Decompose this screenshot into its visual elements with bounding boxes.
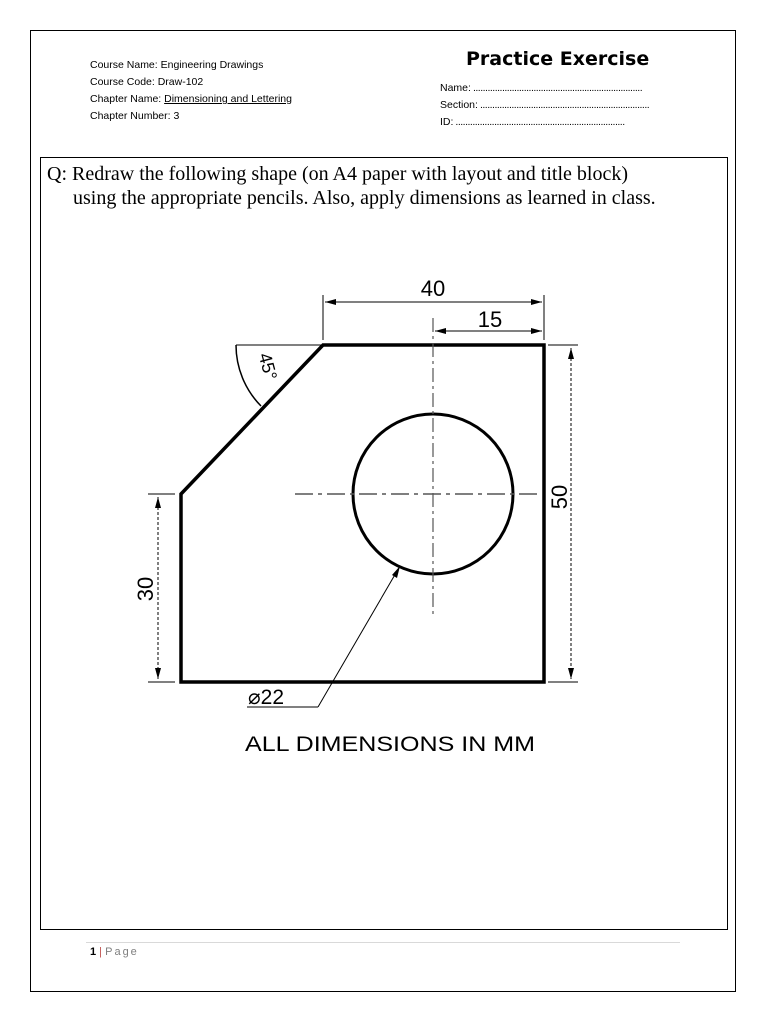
course-name: Engineering Drawings <box>160 59 264 71</box>
course-name-label: Course Name: <box>90 59 161 71</box>
units-note: ALL DIMENSIONS IN MM <box>245 733 535 756</box>
question-line2: using the appropriate pencils. Also, apply dimensions as learned in class. <box>73 187 656 209</box>
course-info <box>90 57 292 125</box>
page-word: Page <box>105 946 139 958</box>
technical-drawing <box>110 265 660 760</box>
arrow-30-top <box>155 497 161 508</box>
footer-divider <box>86 942 680 943</box>
page-title: Practice Exercise <box>466 48 650 70</box>
chapter-name-row <box>90 91 292 108</box>
section-blank: ...................................................................... <box>479 99 650 111</box>
dim-text-50: 50 <box>547 484 572 510</box>
question-prefix: Q: <box>47 163 67 185</box>
arrow-40-right <box>531 299 542 305</box>
chapter-number: 3 <box>173 110 180 122</box>
arrow-50-bottom <box>568 668 574 679</box>
id-blank: ...................................................................... <box>455 116 625 128</box>
dim-text-diameter: ⌀22 <box>248 686 285 709</box>
name-field <box>440 80 680 97</box>
chapter-name-label: Chapter Name: <box>90 93 165 105</box>
arrow-15-right <box>531 328 542 334</box>
name-label: Name: <box>440 82 471 94</box>
dim-text-40: 40 <box>420 276 446 301</box>
question-line1: Redraw the following shape (on A4 paper with layout and title block) <box>67 163 628 185</box>
question-text <box>47 162 722 210</box>
footer-separator: | <box>96 946 106 958</box>
id-field <box>440 114 680 131</box>
course-code-row <box>90 74 292 91</box>
arrow-50-top <box>568 348 574 359</box>
section-label: Section: <box>440 99 478 111</box>
section-field <box>440 97 680 114</box>
arrow-15-left <box>435 328 446 334</box>
page-footer <box>90 946 139 958</box>
diameter-leader-arrow <box>392 566 400 578</box>
course-name-row <box>90 57 292 74</box>
dim-text-15: 15 <box>477 307 503 332</box>
chapter-number-row <box>90 108 292 125</box>
course-code-label: Course Code: <box>90 76 158 88</box>
id-label: ID: <box>440 116 454 128</box>
dim-text-45: 45° <box>254 350 281 383</box>
arrow-30-bottom <box>155 668 161 679</box>
dim-text-30: 30 <box>133 576 158 602</box>
chapter-number-label: Chapter Number: <box>90 110 174 122</box>
diameter-leader <box>318 566 400 707</box>
chapter-name: Dimensioning and Lettering <box>164 93 292 105</box>
page-number: 1 <box>90 946 97 958</box>
arrow-40-left <box>325 299 336 305</box>
course-code: Draw-102 <box>157 76 204 88</box>
name-blank: ...................................................................... <box>472 82 643 94</box>
student-fields <box>440 80 680 131</box>
